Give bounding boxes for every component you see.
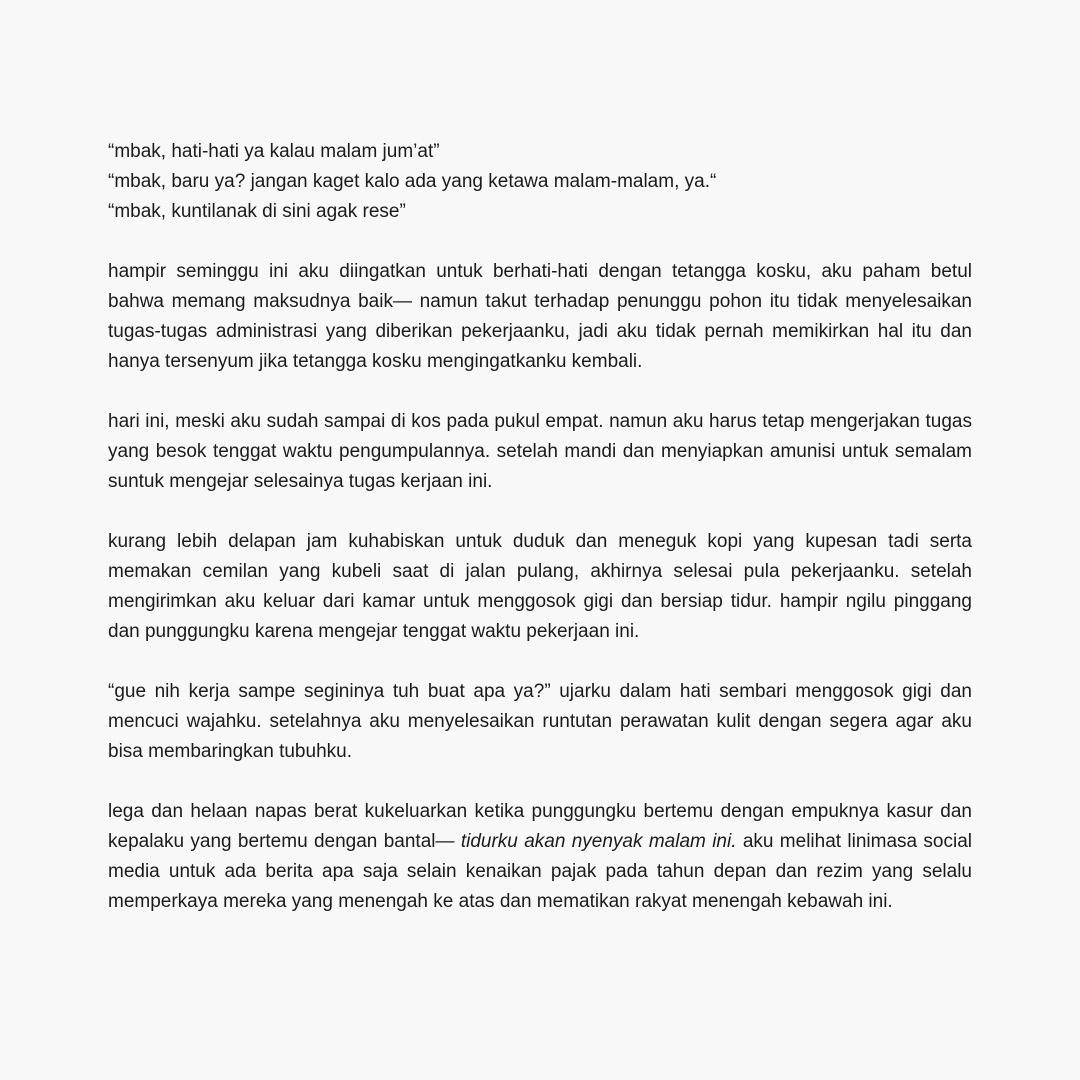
paragraph-bedtime	[108, 797, 972, 917]
paragraph-bedtime-start: lega dan helaan napas berat kukeluarkan ketika punggungku bertemu dengan empuknya kasur dan kepalaku yang bertemu dengan bantal—	[108, 801, 972, 852]
dialogue-line: “mbak, kuntilanak di sini agak rese”	[108, 201, 406, 222]
dialogue-line: “mbak, hati-hati ya kalau malam jum’at”	[108, 141, 440, 162]
paragraph-today: hari ini, meski aku sudah sampai di kos pada pukul empat. namun aku harus tetap mengerjakan tugas yang besok tenggat waktu pengumpulannya. setelah mandi dan menyiapkan amunisi untuk semalam suntuk mengejar selesainya tugas kerjaan ini.	[108, 411, 972, 492]
dialogue-line: “mbak, baru ya? jangan kaget kalo ada yang ketawa malam-malam, ya.“	[108, 171, 717, 192]
paragraph-eight-hours: kurang lebih delapan jam kuhabiskan untuk duduk dan meneguk kopi yang kupesan tadi serta memakan cemilan yang kubeli saat di jalan pulang, akhirnya selesai pula pekerjaanku. setelah mengirimkan aku keluar dari kamar untuk menggosok gigi dan bersiap tidur. hampir ngilu pinggang dan punggungku karena mengejar tenggat waktu pekerjaan ini.	[108, 531, 972, 642]
paragraph-bedtime-end: aku melihat linimasa social media untuk ada berita apa saja selain kenaikan pajak pada tahun depan dan rezim yang selalu memperkaya mereka yang menengah ke atas dan mematikan rakyat menengah kebawah ini.	[108, 831, 972, 912]
italic-phrase: tidurku akan nyenyak malam ini.	[460, 831, 737, 852]
dialogue-block	[108, 137, 972, 227]
paragraph-inner-thought: “gue nih kerja sampe segininya tuh buat apa ya?” ujarku dalam hati sembari menggosok gigi dan mencuci wajahku. setelahnya aku menyelesaikan runtutan perawatan kulit dengan segera agar aku bisa membaringkan tubuhku.	[108, 681, 972, 762]
paragraph-reminders: hampir seminggu ini aku diingatkan untuk berhati-hati dengan tetangga kosku, aku paham betul bahwa memang maksudnya baik— namun takut terhadap penunggu pohon itu tidak menyelesaikan tugas-tugas administrasi yang diberikan pekerjaanku, jadi aku tidak pernah memikirkan hal itu dan hanya tersenyum jika tetangga kosku mengingatkanku kembali.	[108, 261, 972, 372]
